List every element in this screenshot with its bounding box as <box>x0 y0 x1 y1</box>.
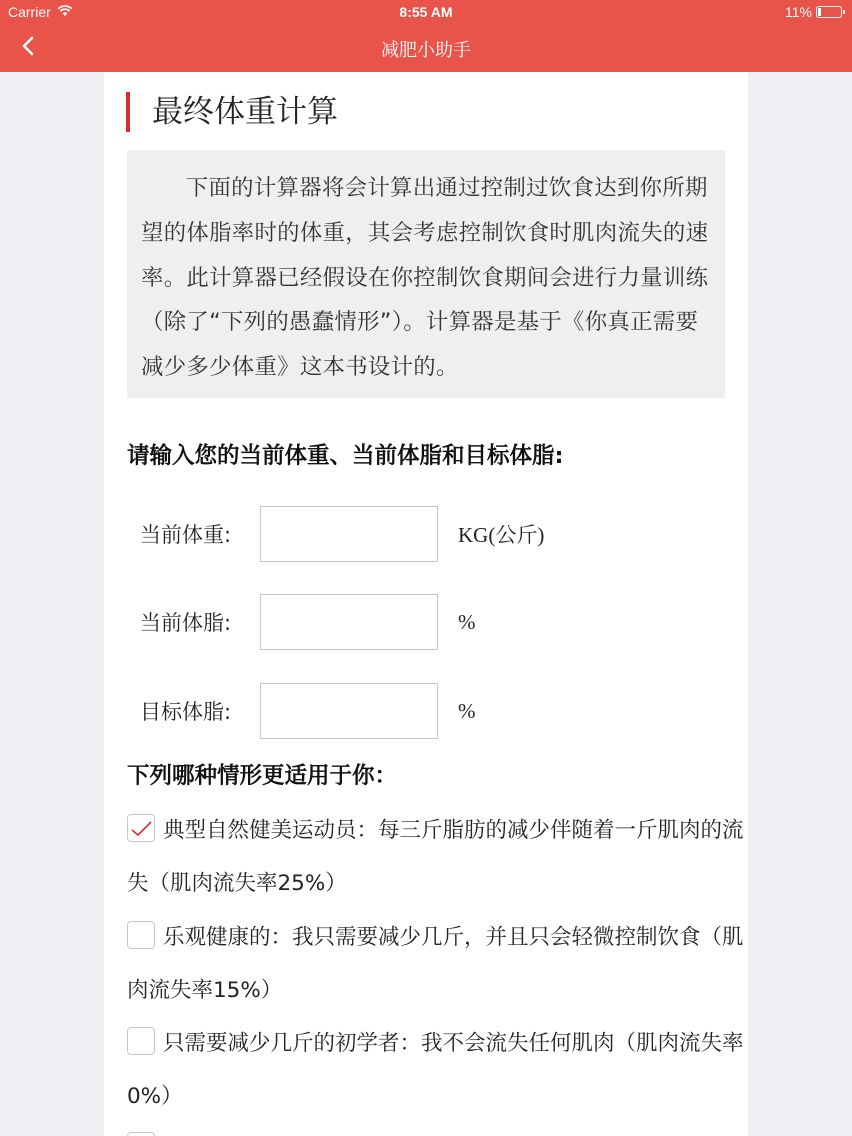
scenario-question: 下列哪种情形更适用于你： <box>127 763 398 789</box>
target-fat-row <box>140 683 476 739</box>
nav-bar <box>0 24 852 72</box>
checkmark-icon <box>130 818 154 840</box>
option-natural-bodybuilder[interactable] <box>127 804 747 910</box>
input-prompt: 请输入您的当前体重、当前体脂和目标体脂: <box>127 443 564 469</box>
nav-title: 减肥小助手 <box>381 40 471 61</box>
option-checkbox-partial[interactable] <box>127 1132 155 1136</box>
weight-row <box>140 506 544 562</box>
body-fat-label: 当前体脂: <box>140 611 232 635</box>
content-panel <box>104 72 748 1136</box>
battery-icon <box>816 6 842 18</box>
option-checkbox[interactable] <box>127 921 155 949</box>
body-fat-input[interactable] <box>260 594 438 650</box>
status-time: 8:55 AM <box>399 4 453 20</box>
weight-label: 当前体重: <box>140 523 232 547</box>
target-fat-unit: % <box>458 698 476 723</box>
body-fat-unit: % <box>458 609 476 634</box>
option-label: 典型自然健美运动员：每三斤脂肪的减少伴随着一斤肌肉的流失（肌肉流失率25%） <box>127 818 744 896</box>
status-bar <box>0 0 852 24</box>
option-checkbox-checked[interactable] <box>127 814 155 842</box>
option-checkbox[interactable] <box>127 1027 155 1055</box>
target-fat-label: 目标体脂: <box>140 700 232 724</box>
carrier-label: Carrier <box>8 4 51 20</box>
option-label: 只需要减少几斤的初学者：我不会流失任何肌肉（肌肉流失率0%） <box>127 1031 744 1109</box>
target-fat-input[interactable] <box>260 683 438 739</box>
body-fat-row <box>140 594 476 650</box>
option-optimistic[interactable] <box>127 911 747 1017</box>
option-label: 乐观健康的：我只需要减少几斤，并且只会轻微控制饮食（肌肉流失率15%） <box>127 925 744 1003</box>
battery-indicator <box>785 4 842 20</box>
option-beginner[interactable] <box>127 1017 747 1123</box>
battery-percent: 11% <box>785 4 812 20</box>
page-title: 最终体重计算 <box>126 92 338 132</box>
intro-text: 下面的计算器将会计算出通过控制过饮食达到你所期望的体脂率时的体重，其会考虑控制饮食时肌肉流失的速率。此计算器已经假设在你控制饮食期间会进行力量训练（除了“下列的愚蠢情形”）。计算器是基于《你真正需要减少多少体重》这本书设计的。 <box>127 150 725 398</box>
weight-unit: KG(公斤) <box>458 523 545 547</box>
weight-input[interactable] <box>260 506 438 562</box>
